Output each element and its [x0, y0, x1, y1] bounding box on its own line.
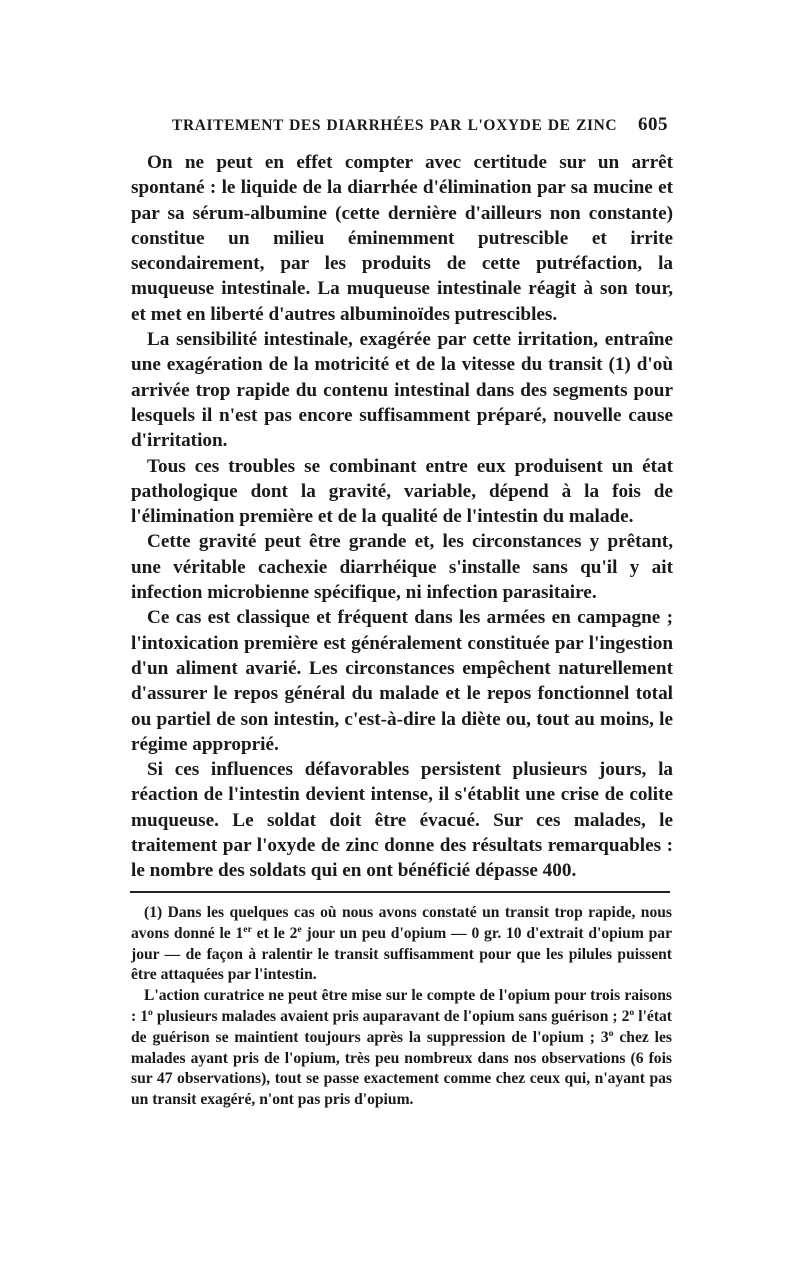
- main-text: [131, 150, 673, 884]
- footnote-text: et le 2: [251, 924, 298, 942]
- paragraph: On ne peut en effet compter avec certitude sur un arrêt spontané : le liquide de la diarrhée d'élimination par sa mucine et par sa sérum-albumine (cette dernière d'ailleurs non constante) constitue un milieu éminemment putrescible et irrite secondairement, par les produits de cette putréfaction, la muqueuse intestinale. La muqueuse intestinale réagit à son tour, et met en liberté d'autres albuminoïdes putrescibles.: [131, 152, 673, 325]
- paragraph: Ce cas est classique et fréquent dans les armées en campagne ; l'intoxication première est généralement constituée par l'ingestion d'un aliment avarié. Les circonstances empêchent naturellement d'assurer le repos général du malade et le repos fonctionnel total ou partiel de son intestin, c'est-à-dire la diète ou, tout au moins, le régime approprié.: [131, 607, 673, 755]
- page-number: 605: [638, 114, 668, 135]
- footnote-continuation: [131, 986, 672, 1111]
- page-header: [172, 114, 668, 144]
- footnotes: [131, 903, 672, 1111]
- paragraph: Si ces influences défavorables persistent plusieurs jours, la réaction de l'intestin devient intense, il s'établit une crise de colite muqueuse. Le soldat doit être évacué. Sur ces malades, le traitement par l'oxyde de zinc donne des résultats remarquables : le nombre des soldats qui en ont bénéficié dépasse 400.: [131, 759, 673, 882]
- footnote-text: L'action curatrice ne peut être mise sur le compte de l'opium pour trois raisons : 1: [131, 987, 672, 1025]
- footnote-superscript: e: [297, 923, 302, 935]
- footnote-1: [131, 903, 672, 986]
- footnote-superscript: o: [148, 1006, 153, 1018]
- footnote-text: plusieurs malades avaient pris auparavant de l'opium sans guérison ; 2: [152, 1007, 630, 1025]
- footnote-text: l'état de guérison se maintient toujours après la suppression de l'opium ; 3: [131, 1007, 673, 1046]
- footnote-divider: [130, 891, 670, 893]
- footnote-superscript: o: [629, 1006, 635, 1018]
- footnote-text: (1) Dans les quelques cas où nous avons constaté un transit trop rapide, nous avons donné le 1: [131, 904, 672, 942]
- paragraph: Tous ces troubles se combinant entre eux produisent un état pathologique dont la gravité, variable, dépend à la fois de l'élimination première et de la qualité de l'intestin du malade.: [131, 455, 673, 528]
- footnote-superscript: o: [608, 1027, 614, 1039]
- footnote-text: jour un peu d'opium — 0 gr. 10 d'extrait d'opium par jour — de façon à ralentir le transit suffisamment pour que les pilules puissent être attaquées par l'intestin.: [131, 924, 672, 984]
- footnote-superscript: er: [243, 923, 252, 935]
- paragraph: La sensibilité intestinale, exagérée par cette irritation, entraîne une exagération de la motricité et de la vitesse du transit (1) d'où arrivée trop rapide du contenu intestinal dans des segments pour lesquels il n'est pas encore suffisamment préparé, nouvelle cause d'irritation.: [131, 329, 673, 452]
- paragraph: Cette gravité peut être grande et, les circonstances y prêtant, une véritable cachexie diarrhéique s'installe sans qu'il y ait infection microbienne spécifique, ni infection parasitaire.: [131, 531, 673, 604]
- footnote-text: chez les malades ayant pris de l'opium, très peu nombreux dans nos observations (6 fois sur 47 observations), tout se passe exactement comme chez ceux qui, n'ayant pas un transit exagéré, n'ont pas pris d'opium.: [131, 1028, 672, 1109]
- running-title: TRAITEMENT DES DIARRHÉES PAR L'OXYDE DE ZINC: [172, 117, 618, 134]
